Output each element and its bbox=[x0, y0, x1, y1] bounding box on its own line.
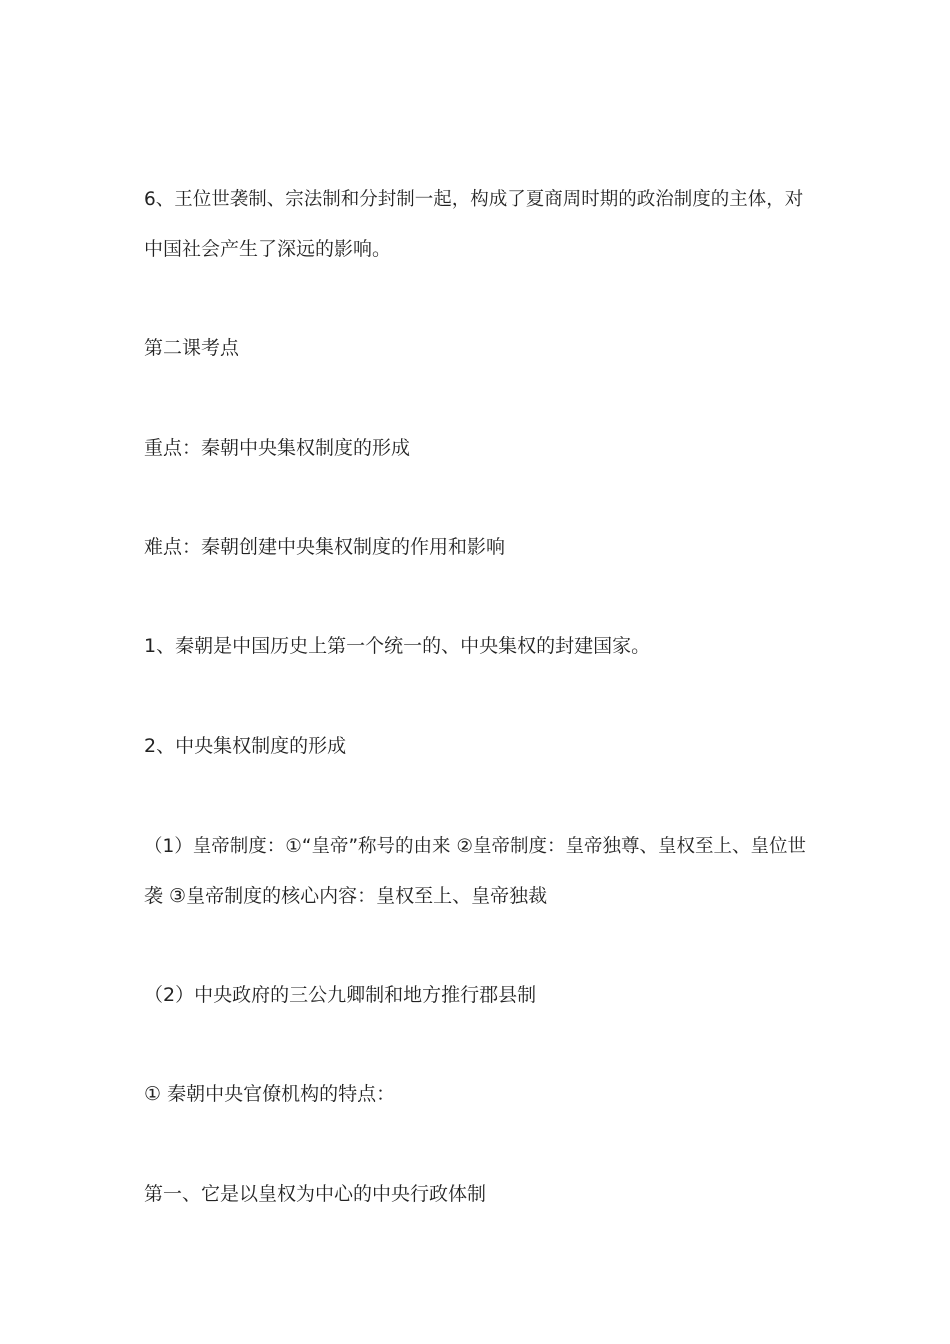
emperor-system-line-1: （1）皇帝制度：①“皇帝”称号的由来 ②皇帝制度：皇帝独尊、皇权至上、皇位世 bbox=[144, 836, 806, 857]
paragraph-point-1: 1、秦朝是中国历史上第一个统一的、中央集权的封建国家。 bbox=[144, 635, 651, 657]
section-heading-lesson-2: 第二课考点 bbox=[144, 337, 240, 359]
paragraph-point-2: 2、中央集权制度的形成 bbox=[144, 735, 347, 757]
paragraph-point-6-line-2: 中国社会产生了深远的影响。 bbox=[144, 238, 392, 260]
difficult-point-line: 难点：秦朝创建中央集权制度的作用和影响 bbox=[144, 536, 506, 558]
paragraph-point-6-line-1: 6、王位世袭制、宗法制和分封制一起，构成了夏商周时期的政治制度的主体，对 bbox=[144, 189, 804, 210]
bureaucracy-features-line: ① 秦朝中央官僚机构的特点： bbox=[144, 1083, 396, 1105]
key-point-line: 重点：秦朝中央集权制度的形成 bbox=[144, 437, 411, 459]
first-feature-line: 第一、它是以皇权为中心的中央行政体制 bbox=[144, 1183, 487, 1205]
central-government-line: （2）中央政府的三公九卿制和地方推行郡县制 bbox=[144, 984, 537, 1006]
emperor-system-line-2: 袭 ③皇帝制度的核心内容：皇权至上、皇帝独裁 bbox=[144, 885, 548, 907]
